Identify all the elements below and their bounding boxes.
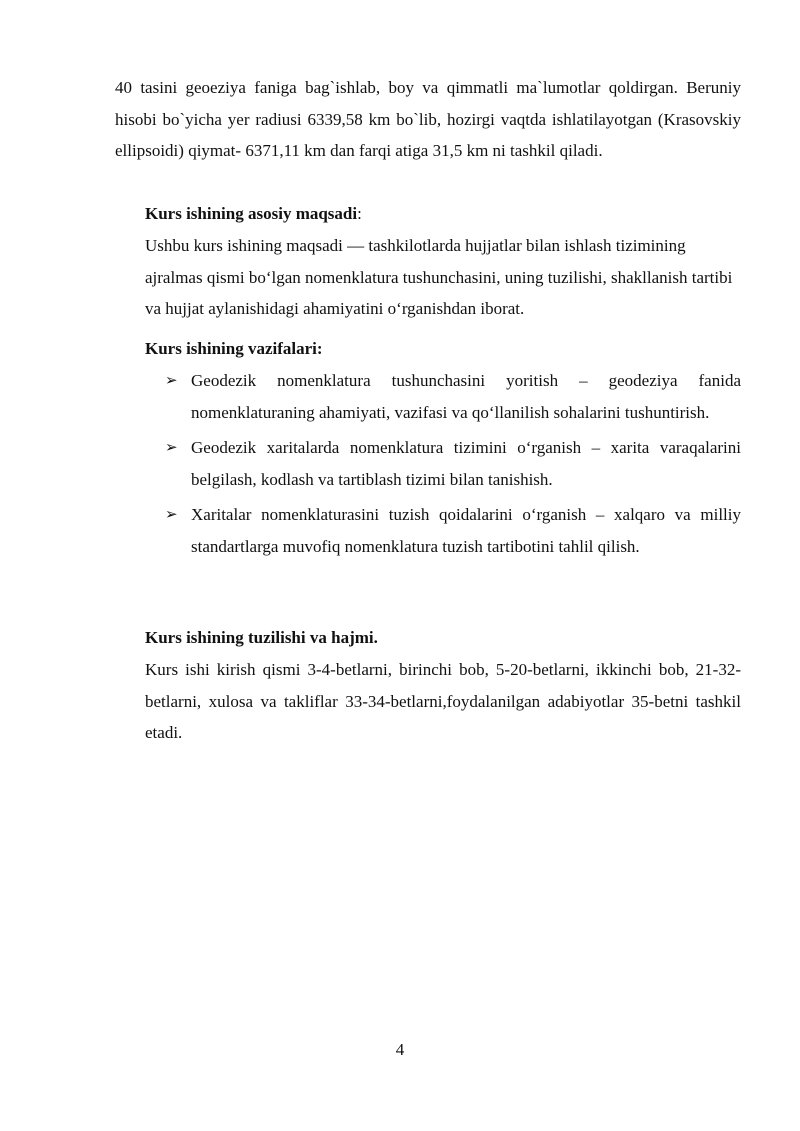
list-item	[165, 365, 741, 428]
tasks-list	[165, 365, 741, 566]
goal-heading-colon: :	[357, 204, 362, 223]
list-item	[165, 499, 741, 562]
list-item	[165, 432, 741, 495]
task-text: Geodezik xaritalarda nomenklatura tizimini o‘rganish – xarita varaqalarini belgilash, kodlash va tartiblash tizimi bilan tanishish.	[191, 438, 741, 489]
arrow-bullet-icon: ➢	[165, 438, 178, 456]
arrow-bullet-icon: ➢	[165, 371, 178, 389]
intro-paragraph: 40 tasini geoeziya faniga bag`ishlab, boy va qimmatli ma`lumotlar qoldirgan. Beruniy hisobi bo`yicha yer radiusi 6339,58 km bo`lib, hozirgi vaqtda ishlatilayotgan (Krasovskiy ellipsoidi) qiymat- 6371,11 km dan farqi atiga 31,5 km ni tashkil qiladi.	[115, 78, 741, 160]
arrow-bullet-icon: ➢	[165, 505, 178, 523]
structure-heading: Kurs ishining tuzilishi va hajmi.	[145, 628, 378, 647]
page-number: 4	[395, 1040, 405, 1059]
task-text: Geodezik nomenklatura tushunchasini yoritish – geodeziya fanida nomenklaturaning ahamiyati, vazifasi va qo‘llanilish sohalarini tushuntirish.	[191, 371, 741, 422]
goal-paragraph: Ushbu kurs ishining maqsadi — tashkilotlarda hujjatlar bilan ishlash tizimining ajralmas qismi bo‘lgan nomenklatura tushunchasini, uning tuzilishi, shakllanish tartibi va hujjat aylanishidagi ahamiyatini o‘rganishdan iborat.	[145, 236, 733, 318]
goal-heading-line	[145, 198, 741, 230]
task-text: Xaritalar nomenklaturasini tuzish qoidalarini o‘rganish – xalqaro va milliy standartlarga muvofiq nomenklatura tuzish tartibotini tahlil qilish.	[191, 505, 741, 556]
tasks-heading: Kurs ishining vazifalari:	[145, 339, 323, 358]
structure-paragraph: Kurs ishi kirish qismi 3-4-betlarni, birinchi bob, 5-20-betlarni, ikkinchi bob, 21-32-betlarni, xulosa va takliflar 33-34-betlarni,foydalanilgan adabiyotlar 35-betni tashkil etadi.	[145, 660, 741, 742]
goal-heading: Kurs ishining asosiy maqsadi	[145, 204, 358, 223]
